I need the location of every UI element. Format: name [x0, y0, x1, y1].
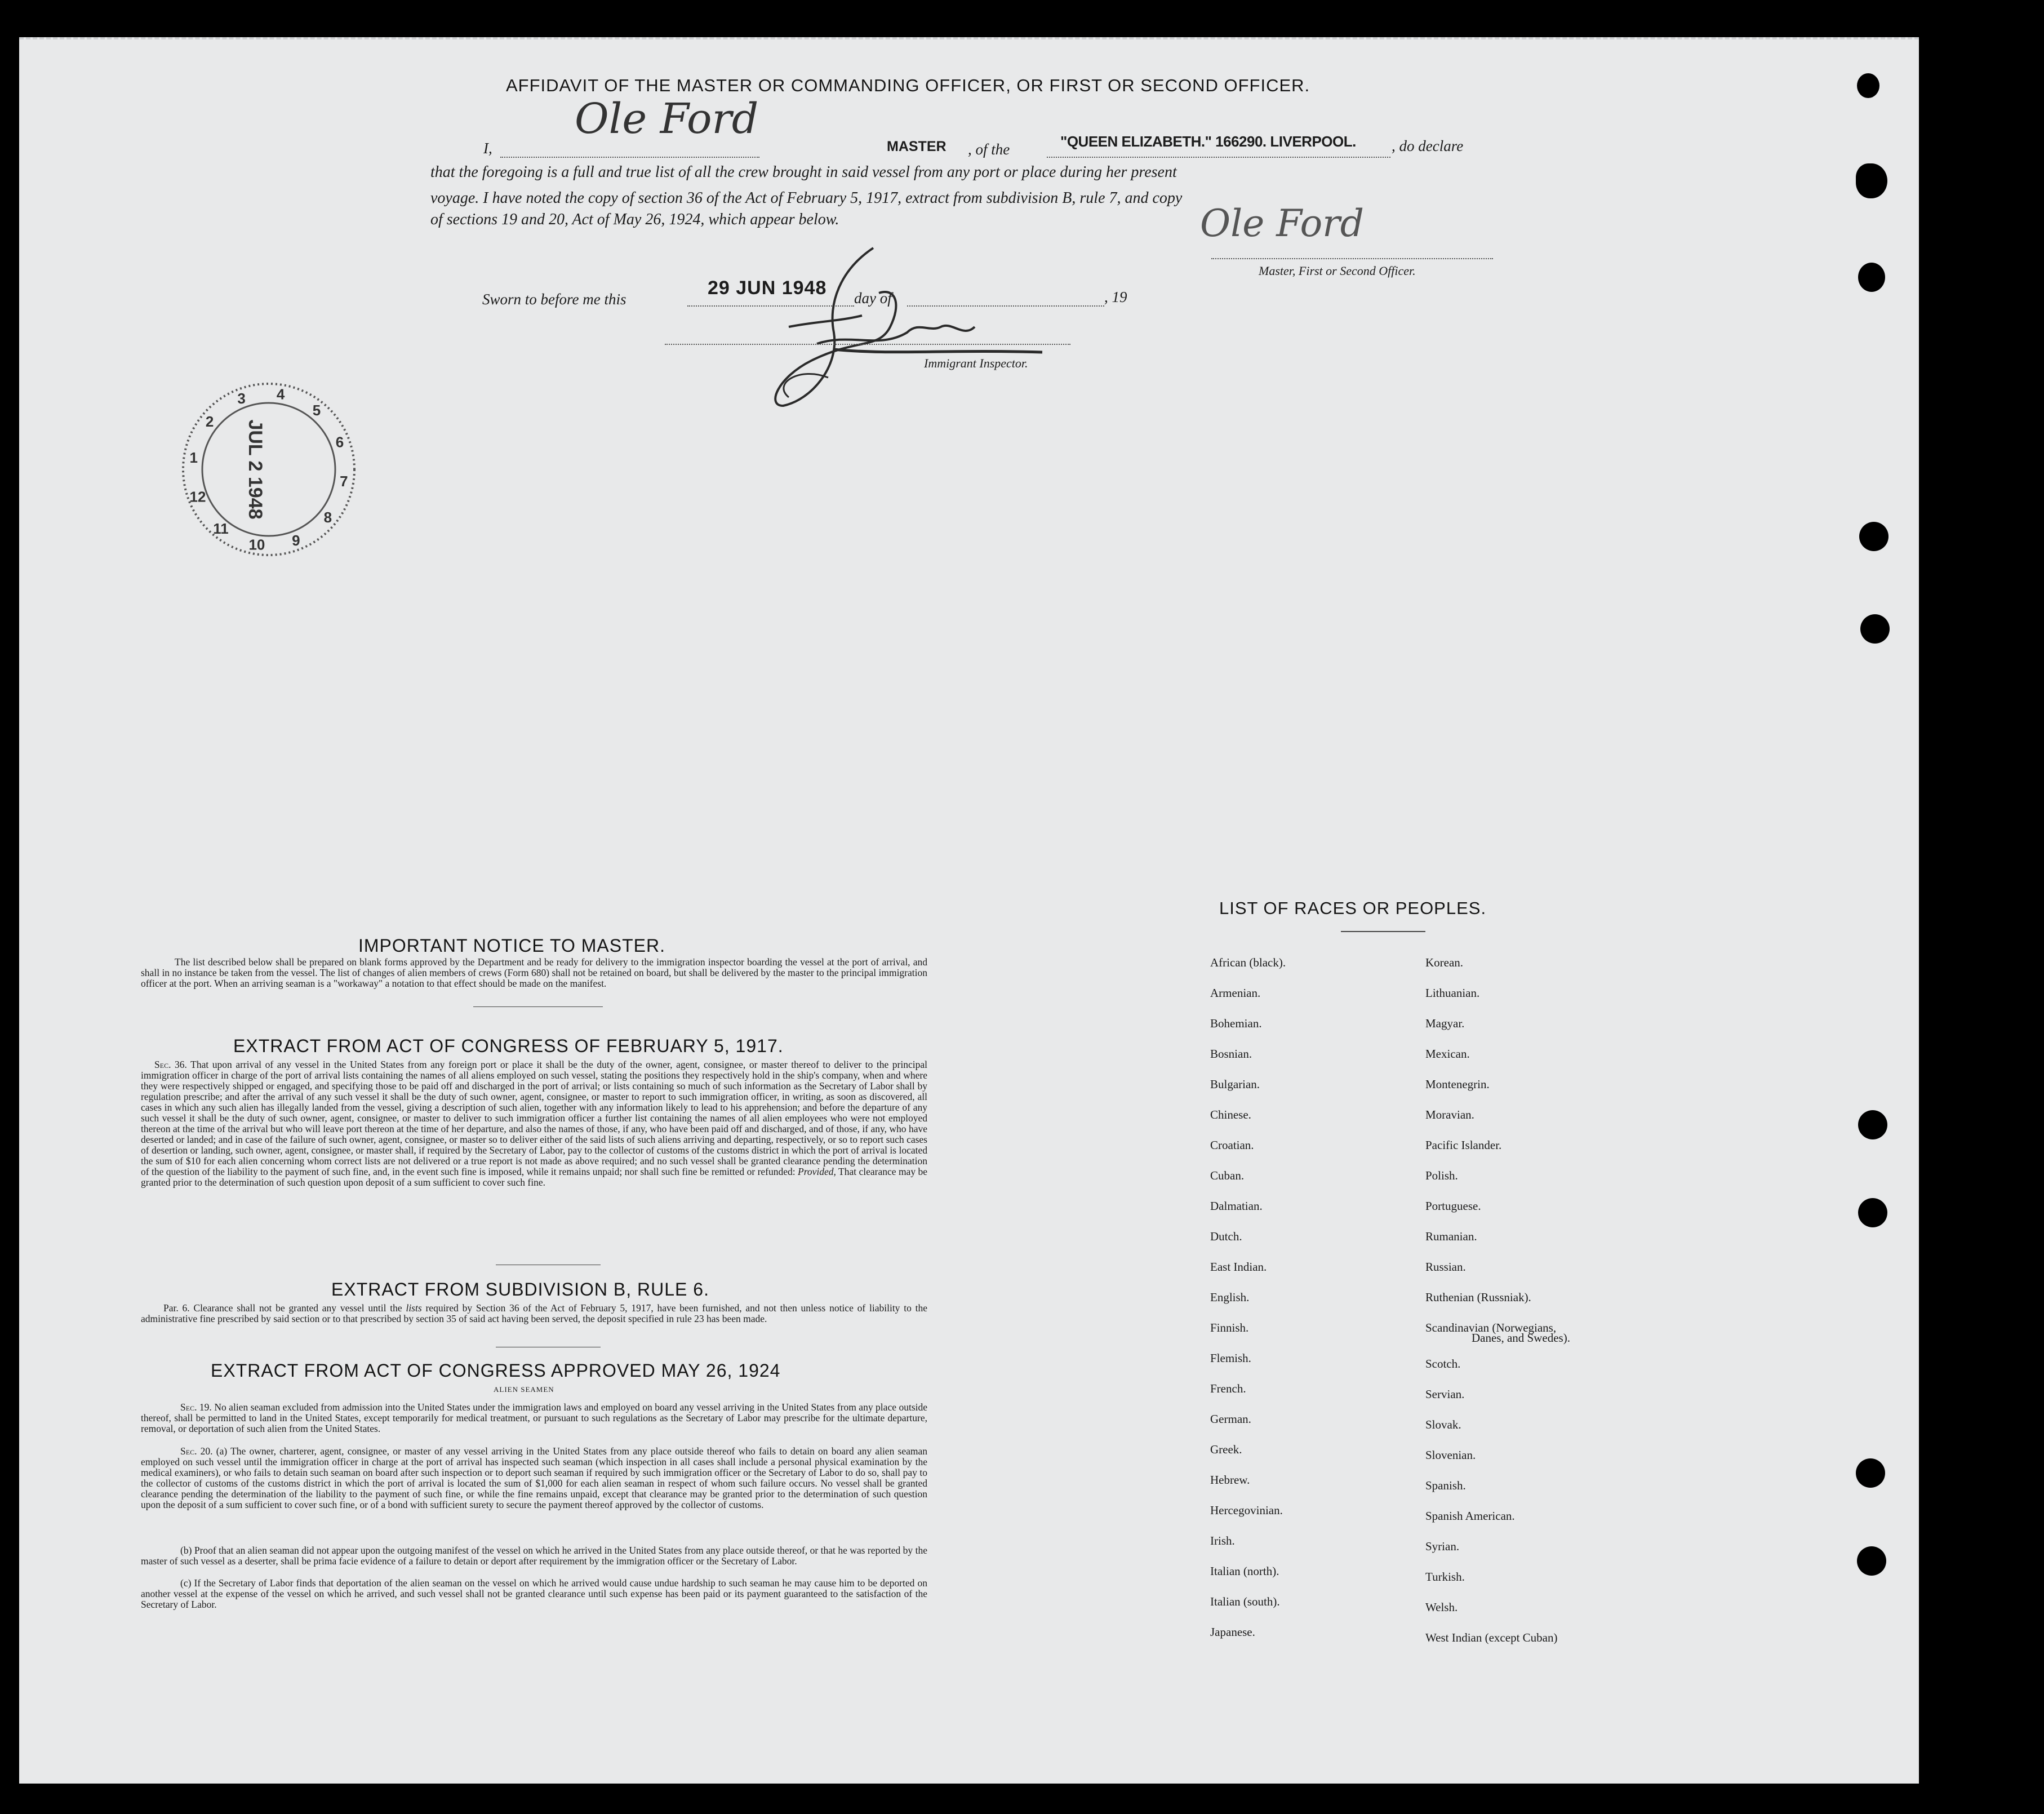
race-item: Finnish. — [1210, 1321, 1249, 1334]
race-item: Scandinavian (Norwegians, — [1425, 1321, 1557, 1334]
sec-19-body — [141, 1402, 927, 1434]
race-item: Spanish American. — [1425, 1509, 1515, 1523]
sec-20a-text: (a) The owner, charterer, agent, consignee, or master of any vessel arriving in the United States from any place outside thereof who fails to detain on board any alien seaman employed on such vessel until the immigration officer in charge at the port of arrival has inspected such seaman (which inspection in all cases shall include a personal physical examination by the medical examiners), or who fails to detain such seaman on board after such inspection or to deport such seaman if required by such immigration officer or the Secretary of Labor to do so, shall pay to the collector of customs of the customs district in which the port of arrival is located the sum of $1,000 for each alien seaman in respect of whom such failure occurs. No vessel shall be granted clearance pending the determination of the liability to the payment of such fine, or while the fine remains unpaid, except that clearance may be granted prior to the determination of such question upon the deposit of a sum sufficient to cover such fine, or of a bond with sufficient surety to secure the payment thereof approved by the collector of customs. — [141, 1445, 928, 1510]
officer-signature-caption: Master, First or Second Officer. — [1259, 264, 1416, 278]
do-declare-label: , do declare — [1392, 138, 1464, 154]
race-item: Welsh. — [1425, 1600, 1458, 1614]
alien-seamen-subtitle: ALIEN SEAMEN — [494, 1385, 554, 1394]
race-item: Croatian. — [1210, 1138, 1254, 1152]
race-item: Korean. — [1425, 956, 1464, 969]
race-item: Flemish. — [1210, 1351, 1251, 1365]
stamp-ring-number: 3 — [237, 390, 246, 407]
punch-hole — [1856, 163, 1887, 198]
sworn-date-stamp: 29 JUN 1948 — [708, 277, 827, 299]
extract-rule6-body — [141, 1303, 927, 1324]
race-item: Bulgarian. — [1210, 1077, 1260, 1091]
officer-signature: Ole Ford — [1200, 202, 1364, 245]
race-item: Moravian. — [1425, 1108, 1474, 1121]
race-item: Magyar. — [1425, 1017, 1465, 1030]
affidavit-line-3: voyage. I have noted the copy of section 36 of the Act of February 5, 1917, extract from subdivision B, rule 7, and copy — [430, 189, 1183, 207]
stamp-ring-number: 11 — [213, 520, 229, 537]
inspector-caption: Immigrant Inspector. — [924, 356, 1028, 370]
par-6-label: Par. 6. — [163, 1302, 190, 1314]
race-item: Dutch. — [1210, 1230, 1242, 1243]
stamp-date: JUL 2 1948 — [245, 419, 266, 520]
race-item: Italian (north). — [1210, 1564, 1279, 1578]
race-item: Mexican. — [1425, 1047, 1470, 1061]
race-item: Armenian. — [1210, 986, 1261, 1000]
race-item: Bosnian. — [1210, 1047, 1252, 1061]
race-continuation: Danes, and Swedes). — [1472, 1331, 1570, 1345]
race-item: Rumanian. — [1425, 1230, 1477, 1243]
race-item: Irish. — [1210, 1534, 1235, 1547]
stamp-ring-number: 8 — [323, 509, 332, 526]
race-item: West Indian (except Cuban) — [1425, 1631, 1558, 1644]
extract-1917-title: EXTRACT FROM ACT OF CONGRESS OF FEBRUARY 5, 1917. — [233, 1036, 784, 1056]
rank-label: MASTER — [887, 139, 947, 154]
day-of-label: day of — [854, 290, 892, 307]
race-item: Lithuanian. — [1425, 986, 1480, 1000]
name-line — [500, 157, 759, 158]
stamp-ring-number: 7 — [340, 473, 348, 490]
sec-36-label: Sec. 36. — [154, 1059, 187, 1070]
race-item: English. — [1210, 1290, 1250, 1304]
race-item: Portuguese. — [1425, 1199, 1481, 1213]
race-item: Hebrew. — [1210, 1473, 1250, 1487]
stamp-ring-number: 9 — [292, 532, 300, 549]
rule6-text-a: Clearance shall not be granted any vessel until the — [193, 1302, 402, 1314]
punch-hole — [1856, 1458, 1885, 1488]
race-item: Italian (south). — [1210, 1595, 1280, 1608]
stamp-ring-number: 10 — [248, 536, 265, 553]
sec-36-text: That upon arrival of any vessel in the United States from any foreign port or place it shall be the duty of the owner, agent, consignee, or master thereof to deliver to the principal immigration officer in charge of the port of arrival lists containing the names of all aliens employed on such vessel, stating the positions they respectively hold in the ship's company, when and where they were respectively shipped or engaged, and specifying those to be paid off and discharged in the port of arrival; or lists containing so much of such information as the Secretary of Labor shall by regulation prescribe; and after the arrival of any such vessel it shall be the duty of such owner, agent, consignee, or master to report to such immigration officer, in writing, as soon as discovered, all cases in which any such alien has illegally landed from the vessel, giving a description of such alien, together with any information likely to lead to his apprehension; and before the departure of any such vessel it shall be the duty of such owner, agent, consignee, or master to deliver to such immigration officer a further list containing the names of all alien employees who were not employed thereon at the time of the arrival but who will leave port thereon at the time of her departure, and also the names of those, if any, who have been paid off and discharged, and of those, if any, who have deserted or landed; and in case of the failure of such owner, agent, consignee, or master so to deliver either of the said lists of such aliens arriving and departing, respectively, or so to report such cases of desertion or landing, such owner, agent, consignee, or master shall, if required by the Secretary of Labor, pay to the collector of customs of the customs district in which the port of arrival is located the sum of $10 for each alien concerning whom correct lists are not delivered or a true report is not made as above required; and no such vessel shall be granted clearance pending the determination of the question of the liability to the payment of such fine, and, in the event such fine is imposed, while it remains unpaid; nor shall such fine be remitted or refunded: — [141, 1059, 927, 1177]
stamp-ring-number: 12 — [189, 488, 206, 505]
race-item: Syrian. — [1425, 1540, 1460, 1553]
race-item: Slovak. — [1425, 1418, 1461, 1431]
rule6-italic: lists — [406, 1302, 422, 1314]
punch-hole — [1858, 1110, 1887, 1139]
stamp-ring-number: 5 — [312, 402, 321, 419]
officer-signature-line — [1211, 258, 1493, 259]
extract-rule6-title: EXTRACT FROM SUBDIVISION B, RULE 6. — [331, 1279, 709, 1299]
sworn-label: Sworn to before me this — [482, 291, 626, 308]
race-item: Russian. — [1425, 1260, 1466, 1274]
stamp-ring-number: 4 — [276, 385, 285, 403]
race-item: East Indian. — [1210, 1260, 1267, 1274]
races-title: LIST OF RACES OR PEOPLES. — [1219, 898, 1487, 918]
race-item: Slovenian. — [1425, 1448, 1476, 1462]
race-item: Bohemian. — [1210, 1017, 1262, 1030]
sec-20-label: Sec. 20. — [180, 1445, 213, 1457]
inspector-line — [665, 344, 1070, 345]
affidavit-title: AFFIDAVIT OF THE MASTER OR COMMANDING OFFICER, OR FIRST OR SECOND OFFICER. — [506, 76, 1310, 95]
punch-hole — [1858, 263, 1885, 292]
race-item: Servian. — [1425, 1387, 1465, 1401]
proviso-text: That clearance may be granted prior to the determination of such question upon deposit of a sum sufficient to cover such fine. — [141, 1166, 928, 1188]
notice-body: The list described below shall be prepared on blank forms approved by the Department and be ready for delivery to the immigration inspector boarding the vessel at the port of arrival, and shall in no instance be taken from the vessel. The list of changes of alien members of crews (Form 680) shall not be retained on board, but shall be delivered by the master to the principal immigration officer at the port. When an arriving seaman is a "workaway" a notation to that effect should be made on the manifest. — [141, 956, 927, 989]
proviso-word: Provided, — [798, 1166, 836, 1177]
race-item: Hercegovinian. — [1210, 1503, 1283, 1517]
race-item: Greek. — [1210, 1443, 1242, 1456]
punch-hole — [1857, 73, 1879, 98]
race-item: Polish. — [1425, 1169, 1458, 1182]
punch-hole — [1860, 614, 1890, 644]
race-item: French. — [1210, 1382, 1246, 1395]
affidavit-line-4: of sections 19 and 20, Act of May 26, 1924, which appear below. — [430, 211, 839, 228]
race-item: Montenegrin. — [1425, 1077, 1490, 1091]
race-item: German. — [1210, 1412, 1251, 1426]
inspector-signature — [749, 237, 1065, 417]
notice-title: IMPORTANT NOTICE TO MASTER. — [358, 935, 665, 956]
sec-20b-body: (b) Proof that an alien seaman did not appear upon the outgoing manifest of the vessel on which he arrived in the United States from any place outside thereof, or that he was reported by the master of such vessel as a deserter, shall be prima facie evidence of a failure to detain or deport after requirement by the immigration officer or the Secretary of Labor. — [141, 1545, 927, 1567]
sec-19-text: No alien seaman excluded from admission into the United States under the immigration laws and employed on board any vessel arriving in the United States from any place outside thereof, shall be permitted to land in the United States, except temporarily for medical treatment, or pursuant to such regulations as the Secretary of Labor may prescribe for the ultimate departure, removal, or deportation of such alien from the United States. — [141, 1401, 928, 1434]
affidavit-line-2: that the foregoing is a full and true list of all the crew brought in said vessel from any port or place during her present — [430, 163, 1177, 181]
race-item: Turkish. — [1425, 1570, 1465, 1584]
rule6-text-b: required by Section 36 of the Act of February 5, 1917, have been furnished, and not then unless notice of liability to the administrative fine prescribed by said section or to that prescribed by section 35 of said act having been served, the deposit specified in rule 23 has been made. — [141, 1302, 928, 1324]
punch-hole — [1858, 1198, 1887, 1227]
race-item: Cuban. — [1210, 1169, 1245, 1182]
affidavit-i: I, — [483, 140, 492, 157]
race-item: Japanese. — [1210, 1625, 1255, 1639]
master-name-signature: Ole Ford — [575, 95, 759, 143]
vessel-line — [1047, 157, 1390, 158]
stamp-ring-number: 1 — [189, 449, 198, 466]
sec-19-label: Sec. 19. — [180, 1401, 212, 1413]
punch-hole — [1857, 1546, 1886, 1576]
of-the-label: , of the — [968, 141, 1010, 158]
race-item: Ruthenian (Russniak). — [1425, 1290, 1531, 1304]
punch-hole — [1859, 522, 1889, 551]
extract-1924-title: EXTRACT FROM ACT OF CONGRESS APPROVED MAY 26, 1924 — [211, 1360, 781, 1381]
stamp-ring-number: 2 — [205, 413, 214, 430]
year-label: , 19 — [1104, 289, 1127, 305]
race-item: Pacific Islander. — [1425, 1138, 1502, 1152]
divider — [1341, 931, 1425, 932]
race-item: Chinese. — [1210, 1108, 1251, 1121]
divider — [473, 1006, 603, 1007]
vessel-name: "QUEEN ELIZABETH." 166290. LIVERPOOL. — [1060, 133, 1356, 150]
sec-20c-body: (c) If the Secretary of Labor finds that deportation of the alien seaman on the vessel on which he arrived would cause undue hardship to such seaman he may cause him to be deported on another vessel at the expense of the vessel on which he arrived, and such vessel shall not be granted clearance until such expense has been paid or its payment guaranteed to the satisfaction of the Secretary of Labor. — [141, 1577, 927, 1610]
race-item: Spanish. — [1425, 1479, 1466, 1492]
race-item: Scotch. — [1425, 1357, 1461, 1371]
race-item: Dalmatian. — [1210, 1199, 1263, 1213]
extract-1917-body — [141, 1059, 927, 1188]
received-date-stamp — [176, 376, 362, 562]
race-item: African (black). — [1210, 956, 1286, 969]
sec-20-body — [141, 1446, 927, 1510]
stamp-ring-number: 6 — [335, 433, 344, 451]
